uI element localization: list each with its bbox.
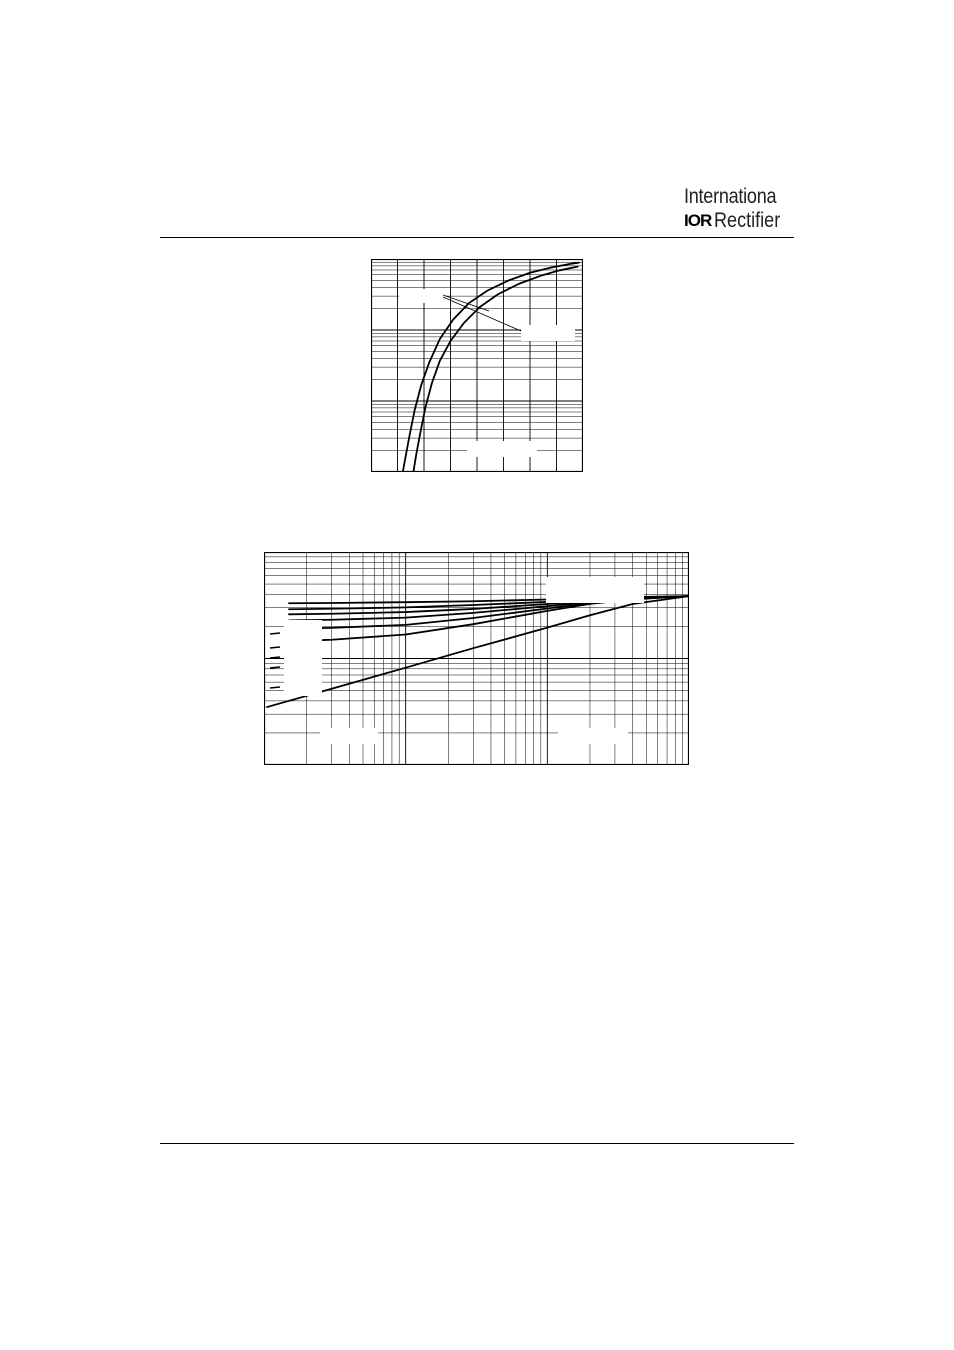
chart-1-label-box-3	[467, 441, 537, 457]
chart-1-leader-line-2	[443, 297, 521, 331]
chart-2-label-box-4	[558, 728, 628, 744]
ior-logo-mark: IOR	[684, 211, 712, 230]
chart-1-transfer-curves	[371, 259, 583, 472]
chart-2-label-box-1	[546, 577, 644, 603]
chart-2-legend-tick-2	[270, 647, 280, 648]
chart-2-log-log-curves	[264, 552, 689, 765]
chart-2-legend-tick-3	[270, 657, 280, 658]
chart-2-label-box-2	[284, 620, 322, 696]
brand-line-2-row	[684, 210, 794, 232]
brand-line-2: Rectifier	[714, 209, 781, 232]
brand-line-1: Internationa	[684, 185, 777, 208]
chart-2-legend-tick-4	[270, 667, 280, 668]
chart-2-legend-tick-1	[270, 633, 280, 634]
header-rule	[160, 237, 794, 238]
chart-1-label-box-1	[399, 289, 445, 303]
chart-2-label-box-3	[320, 728, 378, 744]
chart-1-label-box-2	[521, 325, 575, 341]
brand-logo	[684, 186, 794, 232]
footer-rule	[160, 1143, 794, 1144]
chart-2-legend-tick-5	[270, 687, 280, 688]
